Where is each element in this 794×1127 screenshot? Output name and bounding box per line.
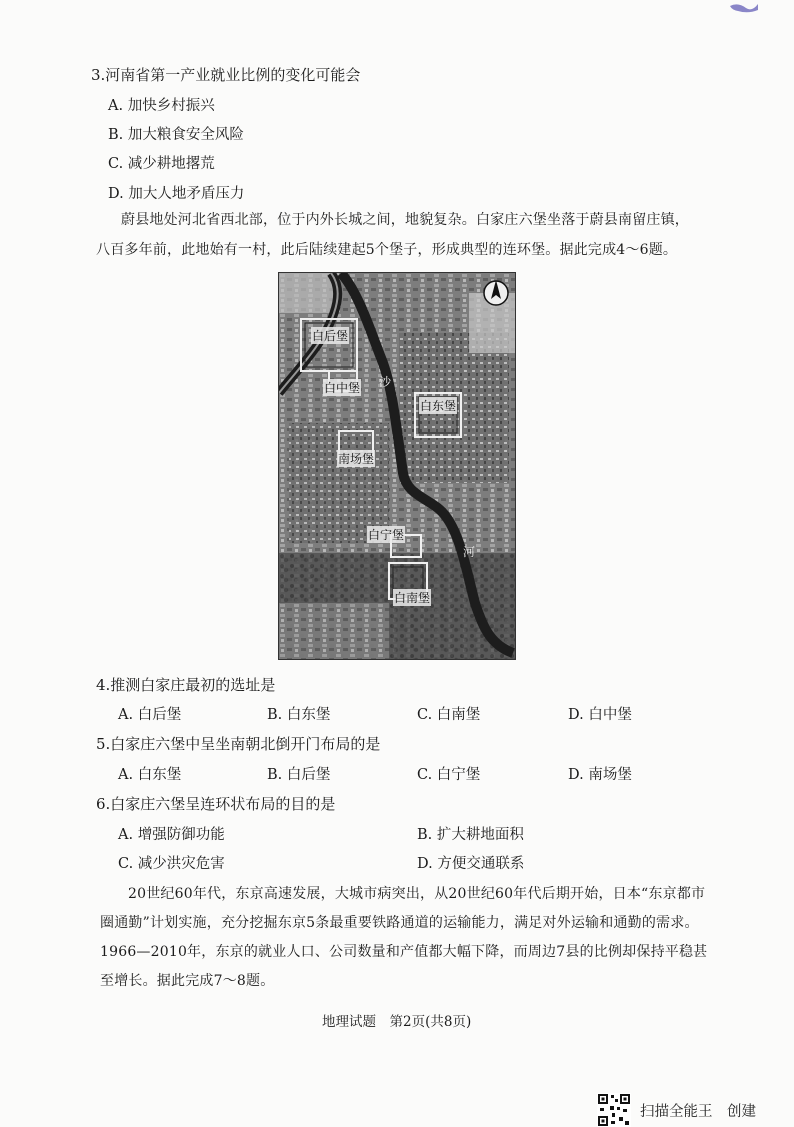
map-label-baining: 白宁堡 — [368, 528, 405, 542]
map-label-baihou: 白后堡 — [312, 329, 349, 343]
question-5-option-c: C. 白宁堡 — [417, 767, 481, 783]
question-3-stem: 3.河南省第一产业就业比例的变化可能会 — [91, 66, 361, 84]
passage-2-line-4: 至增长。据此完成7～8题。 — [100, 973, 275, 989]
map-label-baidong: 白东堡 — [420, 399, 457, 413]
map-label-nanchang: 南场堡 — [338, 452, 375, 466]
question-6-option-a: A. 增强防御功能 — [118, 827, 225, 843]
question-3-option-d: D. 加大人地矛盾压力 — [108, 186, 245, 202]
question-3-option-a: A. 加快乡村振兴 — [108, 98, 215, 114]
question-6-option-b: B. 扩大耕地面积 — [417, 827, 524, 843]
question-6-stem: 6.白家庄六堡呈连环状布局的目的是 — [96, 795, 336, 813]
passage-2-line-3: 1966—2010年，东京的就业人口、公司数量和产值都大幅下降，而周边7县的比例却保持平稳甚 — [100, 944, 708, 960]
question-4-option-d: D. 白中堡 — [568, 707, 632, 723]
river-label-he: 河 — [463, 545, 476, 559]
corner-mark — [728, 0, 760, 14]
question-6-option-d: D. 方便交通联系 — [417, 856, 525, 872]
question-5-option-d: D. 南场堡 — [568, 767, 632, 783]
page-footer: 地理试题 第2页(共8页) — [322, 1014, 472, 1030]
satellite-map — [278, 272, 516, 660]
scanner-watermark-text: 扫描全能王 创建 — [640, 1104, 756, 1120]
map-label-baizhong: 白中堡 — [324, 381, 361, 395]
question-5-option-b: B. 白后堡 — [267, 767, 331, 783]
question-4-option-a: A. 白后堡 — [118, 707, 182, 723]
question-4-option-c: C. 白南堡 — [417, 707, 481, 723]
north-arrow-icon — [482, 277, 510, 307]
qr-code-icon — [597, 1093, 631, 1127]
question-6-option-c: C. 减少洪灾危害 — [118, 856, 225, 872]
question-3-option-c: C. 减少耕地撂荒 — [108, 156, 215, 172]
passage-1-line-1: 蔚县地处河北省西北部，位于内外长城之间，地貌复杂。白家庄六堡坐落于蔚县南留庄镇， — [121, 212, 689, 228]
passage-2-line-2: 圈通勤”计划实施，充分挖掘东京5条最重要铁路通道的运输能力，满足对外运输和通勤的需求。 — [100, 915, 699, 931]
question-5-option-a: A. 白东堡 — [118, 767, 182, 783]
passage-2-line-1: 20世纪60年代，东京高速发展，大城市病突出，从20世纪60年代后期开始，日本“东京都市 — [128, 886, 706, 902]
question-4-stem: 4.推测白家庄最初的选址是 — [96, 676, 276, 694]
river-label-sha: 沙 — [379, 375, 392, 389]
question-5-stem: 5.白家庄六堡中呈坐南朝北倒开门布局的是 — [96, 735, 381, 753]
map-label-bainan: 白南堡 — [394, 591, 431, 605]
question-3-option-b: B. 加大粮食安全风险 — [108, 127, 244, 143]
question-4-option-b: B. 白东堡 — [267, 707, 331, 723]
passage-1-line-2: 八百多年前，此地始有一村，此后陆续建起5个堡子，形成典型的连环堡。据此完成4～6题。 — [96, 242, 678, 258]
